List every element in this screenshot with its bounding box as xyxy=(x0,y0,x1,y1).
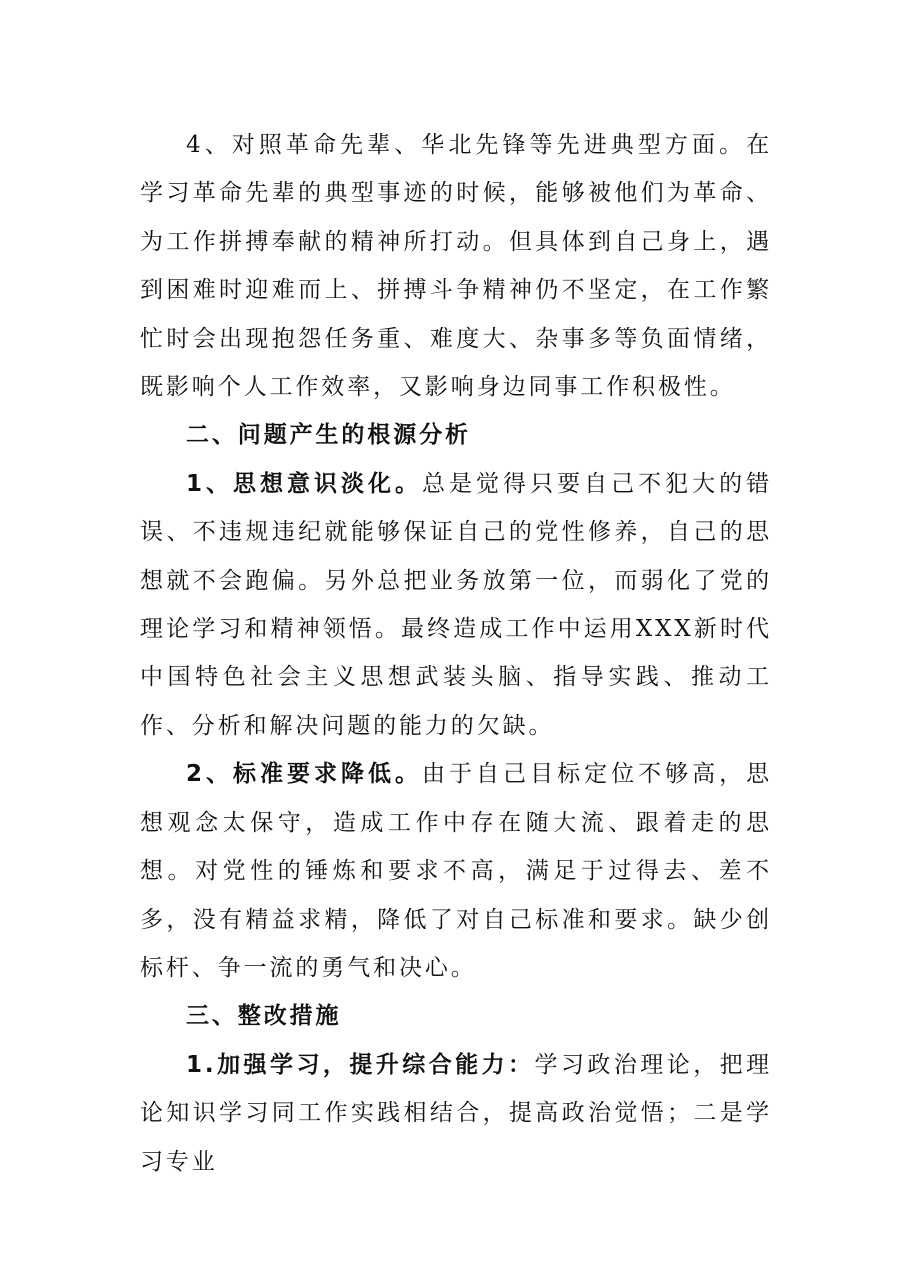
paragraph-section-2-item-1 xyxy=(140,460,772,750)
document-body xyxy=(140,121,772,1186)
section-3-item-1-text: 学习政治理论，把理论知识学习同工作实践相结合，提高政治觉悟；二是学习专业 xyxy=(140,1051,772,1175)
section-2-item-2-lead: 2、标准要求降低。 xyxy=(186,761,423,788)
paragraph-section-2-item-2 xyxy=(140,750,772,992)
section-3-item-1-lead: 1.加强学习，提升综合能力： xyxy=(186,1051,535,1078)
paragraph-item-4-text: 4、对照革命先辈、华北先锋等先进典型方面。在学习革命先辈的典型事迹的时候，能够被他们为革命、为工作拼搏奉献的精神所打动。但具体到自己身上，遇到困难时迎难而上、拼搏斗争精神仍不坚定，在工作繁忙时会出现抱怨任务重、难度大、杂事多等负面情绪，既影响个人工作效率，又影响身边同事工作积极性。 xyxy=(140,132,772,401)
section-2-item-2-text: 由于自己目标定位不够高，思想观念太保守，造成工作中存在随大流、跟着走的思想。对党性的锤炼和要求不高，满足于过得去、差不多，没有精益求精，降低了对自己标准和要求。缺少创标杆、争一流的勇气和决心。 xyxy=(140,761,772,981)
section-3-heading: 三、整改措施 xyxy=(186,1003,342,1030)
paragraph-section-3-item-1 xyxy=(140,1041,772,1186)
section-2-item-1-text: 总是觉得只要自己不犯大的错误、不违规违纪就能够保证自己的党性修养，自己的思想就不会跑偏。另外总把业务放第一位，而弱化了党的理论学习和精神领悟。最终造成工作中运用XXX新时代中国特色社会主义思想武装头脑、指导实践、推动工作、分析和解决问题的能力的欠缺。 xyxy=(140,470,772,739)
section-2-item-1-lead: 1、思想意识淡化。 xyxy=(186,470,423,497)
section-2-heading: 二、问题产生的根源分析 xyxy=(186,422,471,449)
paragraph-item-4 xyxy=(140,121,772,411)
